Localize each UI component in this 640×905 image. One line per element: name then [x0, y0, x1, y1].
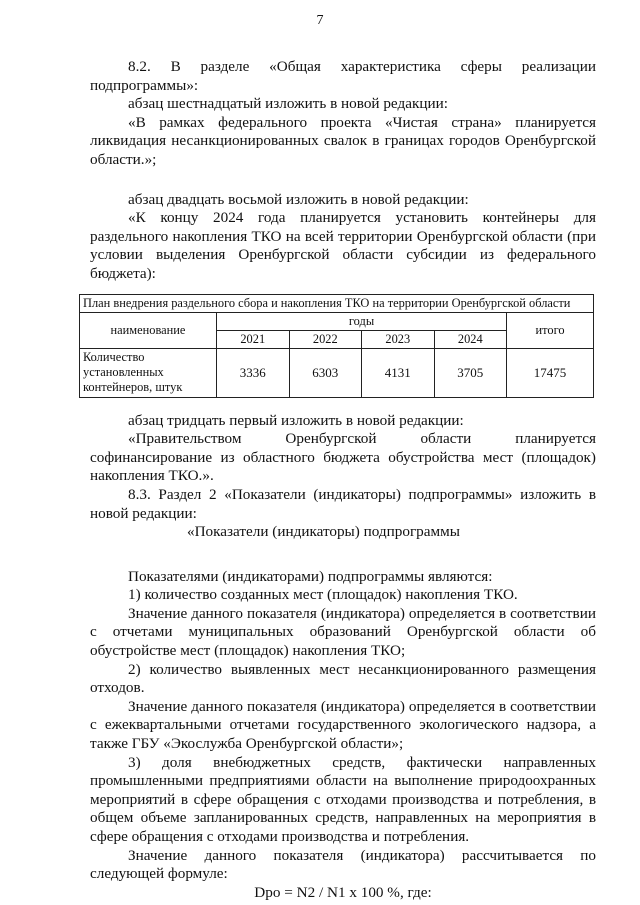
page-number: 7 — [316, 13, 324, 28]
header-year-2022: 2022 — [289, 330, 362, 348]
table-row — [80, 348, 594, 397]
formula: Dpo = N2 / N1 x 100 %, где: — [254, 883, 432, 901]
value-2023: 4131 — [362, 348, 435, 397]
header-name: наименование — [80, 312, 217, 348]
paragraph-indicator-3: 3) доля внебюджетных средств, фактически направленных промышленными предприятиями области на выполнение природоохранных мероприятий в сфере обращения с отходами производства и потребления, в общем объеме запланированных средств, направленных на мероприятия в сфере обращения с отходами производства и потребления. — [90, 753, 596, 845]
header-year-2023: 2023 — [362, 330, 435, 348]
header-total: итого — [507, 312, 594, 348]
paragraph-abzac-16: абзац шестнадцатый изложить в новой редакции: — [128, 95, 448, 113]
value-2024: 3705 — [434, 348, 507, 397]
paragraph-quote-containers: «К концу 2024 года планируется установить контейнеры для раздельного накопления ТКО на всей территории Оренбургской области (при условии выделения Оренбургской области субсидии из федерального бюджета): — [90, 209, 596, 282]
paragraph-indicator-1-value: Значение данного показателя (индикатора) определяется в соответствии с отчетами муниципальных образований Оренбургской области об обустройстве мест (площадок) накопления ТКО; — [90, 604, 596, 660]
paragraph-quote-chistaya-strana: «В рамках федерального проекта «Чистая страна» планируется ликвидация несанкционированных свалок в границах городов Оренбургской области.»; — [90, 113, 596, 168]
paragraph-quote-cofinancing: «Правительством Оренбургской области планируется софинансирование из областного бюджета обустройства мест (площадок) накопления ТКО.». — [90, 430, 596, 485]
paragraph-8-3: 8.3. Раздел 2 «Показатели (индикаторы) подпрограммы» изложить в новой редакции: — [90, 485, 596, 522]
paragraph-indicator-2: 2) количество выявленных мест несанкционированного размещения отходов. — [90, 660, 596, 697]
paragraph-abzac-28: абзац двадцать восьмой изложить в новой редакции: — [128, 190, 469, 208]
value-2021: 3336 — [217, 348, 290, 397]
paragraph-8-2: 8.2. В разделе «Общая характеристика сферы реализации подпрограммы»: — [90, 58, 596, 94]
header-years: годы — [217, 312, 507, 330]
paragraph-abzac-31: абзац тридцать первый изложить в новой редакции: — [128, 411, 464, 429]
paragraph-indicator-3-value: Значение данного показателя (индикатора) рассчитывается по следующей формуле: — [90, 846, 596, 883]
paragraph-indicator-2-value: Значение данного показателя (индикатора) определяется в соответствии с ежеквартальными отчетами государственного экологического надзора, а также ГБУ «Экослужба Оренбургской области»; — [90, 697, 596, 753]
section-heading: «Показатели (индикаторы) подпрограммы — [187, 523, 460, 541]
table-caption: План внедрения раздельного сбора и накопления ТКО на территории Оренбургской области — [80, 294, 594, 312]
value-total: 17475 — [507, 348, 594, 397]
header-year-2024: 2024 — [434, 330, 507, 348]
row-name: Количество установленных контейнеров, штук — [80, 348, 217, 397]
paragraph-indicator-1: 1) количество созданных мест (площадок) накопления ТКО. — [128, 586, 518, 604]
containers-plan-table — [79, 294, 594, 398]
header-year-2021: 2021 — [217, 330, 290, 348]
document-body — [83, 58, 596, 902]
value-2022: 6303 — [289, 348, 362, 397]
paragraph-indicators-intro: Показателями (индикаторами) подпрограммы являются: — [128, 567, 493, 585]
